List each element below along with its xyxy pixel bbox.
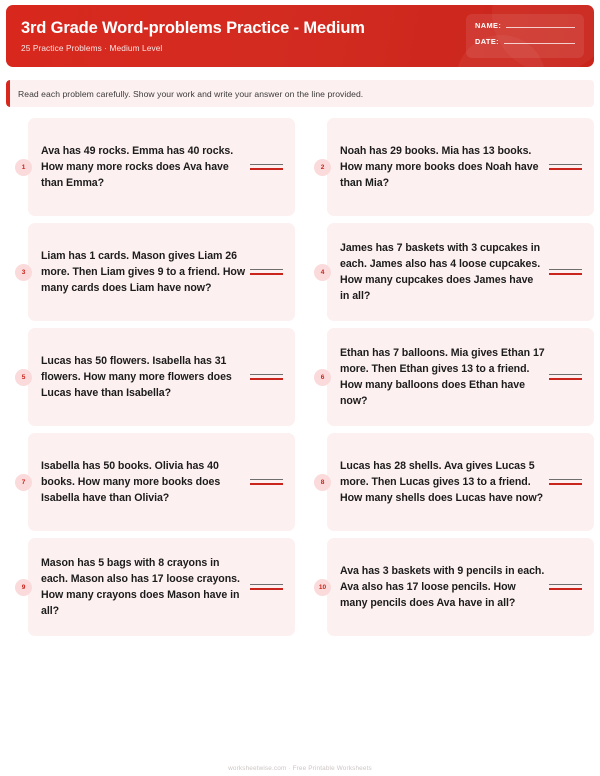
answer-line-upper-rule: [549, 479, 582, 480]
answer-line-upper-rule: [250, 584, 283, 585]
instruction-text: Read each problem carefully. Show your work and write your answer on the line provided.: [18, 88, 364, 99]
problem-grid: [6, 118, 594, 636]
answer-line-upper-rule: [250, 374, 283, 375]
problem-number-badge: 5: [15, 369, 32, 386]
instruction-accent-bar: [6, 80, 10, 107]
problem-number-badge: 9: [15, 579, 32, 596]
answer-line-upper-rule: [549, 164, 582, 165]
problem-item: [6, 223, 295, 321]
date-label: DATE:: [475, 37, 500, 46]
answer-line[interactable]: [250, 584, 283, 590]
problem-statement: James has 7 baskets with 3 cupcakes in each. James also has 4 loose cupcakes. How many cupcakes does James have in all?: [340, 241, 541, 303]
answer-line-lower-rule: [549, 273, 582, 275]
instruction-banner: [6, 80, 594, 107]
answer-line-upper-rule: [549, 584, 582, 585]
name-field-row[interactable]: [475, 21, 575, 30]
problem-item: [6, 118, 295, 216]
problem-number-badge: 3: [15, 264, 32, 281]
problem-item: [305, 223, 594, 321]
problem-item: [305, 433, 594, 531]
problem-statement: Isabella has 50 books. Olivia has 40 books. How many more books does Isabella have than Olivia?: [41, 459, 221, 505]
answer-line[interactable]: [549, 479, 582, 485]
answer-line-lower-rule: [250, 588, 283, 590]
problem-number-badge: 4: [314, 264, 331, 281]
answer-line-lower-rule: [250, 378, 283, 380]
answer-line-lower-rule: [250, 273, 283, 275]
problem-statement: Lucas has 50 flowers. Isabella has 31 flowers. How many more flowers does Lucas have than Isabella?: [41, 354, 232, 400]
answer-line[interactable]: [549, 269, 582, 275]
problem-statement: Liam has 1 cards. Mason gives Liam 26 more. Then Liam gives 9 to a friend. How many cards does Liam have now?: [41, 249, 246, 295]
problem-number-badge: 1: [15, 159, 32, 176]
problem-item: [6, 538, 295, 636]
answer-line-lower-rule: [250, 483, 283, 485]
answer-line-lower-rule: [549, 168, 582, 170]
problem-statement: Ava has 49 rocks. Emma has 40 rocks. How many more rocks does Ava have than Emma?: [41, 144, 234, 190]
answer-line-lower-rule: [549, 378, 582, 380]
problem-number-badge: 8: [314, 474, 331, 491]
date-write-line[interactable]: [504, 43, 575, 44]
answer-line-lower-rule: [250, 168, 283, 170]
problem-item: [305, 328, 594, 426]
answer-line-upper-rule: [250, 164, 283, 165]
worksheet-header: [6, 5, 594, 67]
answer-line[interactable]: [250, 479, 283, 485]
header-title-block: [6, 19, 365, 53]
answer-line[interactable]: [250, 374, 283, 380]
page-title: 3rd Grade Word-problems Practice - Medium: [21, 19, 365, 38]
answer-line-upper-rule: [250, 269, 283, 270]
answer-line[interactable]: [250, 164, 283, 170]
answer-line[interactable]: [549, 584, 582, 590]
name-write-line[interactable]: [506, 27, 575, 28]
answer-line[interactable]: [549, 374, 582, 380]
problem-statement: Mason has 5 bags with 8 crayons in each. Mason also has 17 loose crayons. How many crayons does Mason have in all?: [41, 556, 240, 618]
problem-item: [305, 118, 594, 216]
footer-credit: worksheetwise.com · Free Printable Worksheets: [228, 765, 372, 772]
problem-statement: Noah has 29 books. Mia has 13 books. How many more books does Noah have than Mia?: [340, 144, 539, 190]
problem-item: [6, 433, 295, 531]
answer-line-upper-rule: [549, 269, 582, 270]
problem-statement: Lucas has 28 shells. Ava gives Lucas 5 more. Then Lucas gives 13 to a friend. How many shells does Lucas have now?: [340, 459, 544, 505]
page-subtitle: 25 Practice Problems · Medium Level: [21, 42, 163, 53]
name-date-box: [466, 14, 584, 58]
problem-item: [305, 538, 594, 636]
answer-line-upper-rule: [549, 374, 582, 375]
problem-statement: Ava has 3 baskets with 9 pencils in each. Ava also has 17 loose pencils. How many pencils does Ava have in all?: [340, 564, 545, 610]
problem-number-badge: 10: [314, 579, 331, 596]
answer-line[interactable]: [250, 269, 283, 275]
answer-line-lower-rule: [549, 588, 582, 590]
problem-statement: Ethan has 7 balloons. Mia gives Ethan 17 more. Then Ethan gives 13 to a friend. How many balloons does Ethan have now?: [340, 346, 545, 408]
problem-number-badge: 6: [314, 369, 331, 386]
problem-number-badge: 2: [314, 159, 331, 176]
answer-line-lower-rule: [549, 483, 582, 485]
answer-line[interactable]: [549, 164, 582, 170]
date-field-row[interactable]: [475, 37, 575, 46]
problem-item: [6, 328, 295, 426]
problem-number-badge: 7: [15, 474, 32, 491]
answer-line-upper-rule: [250, 479, 283, 480]
name-label: NAME:: [475, 21, 502, 30]
